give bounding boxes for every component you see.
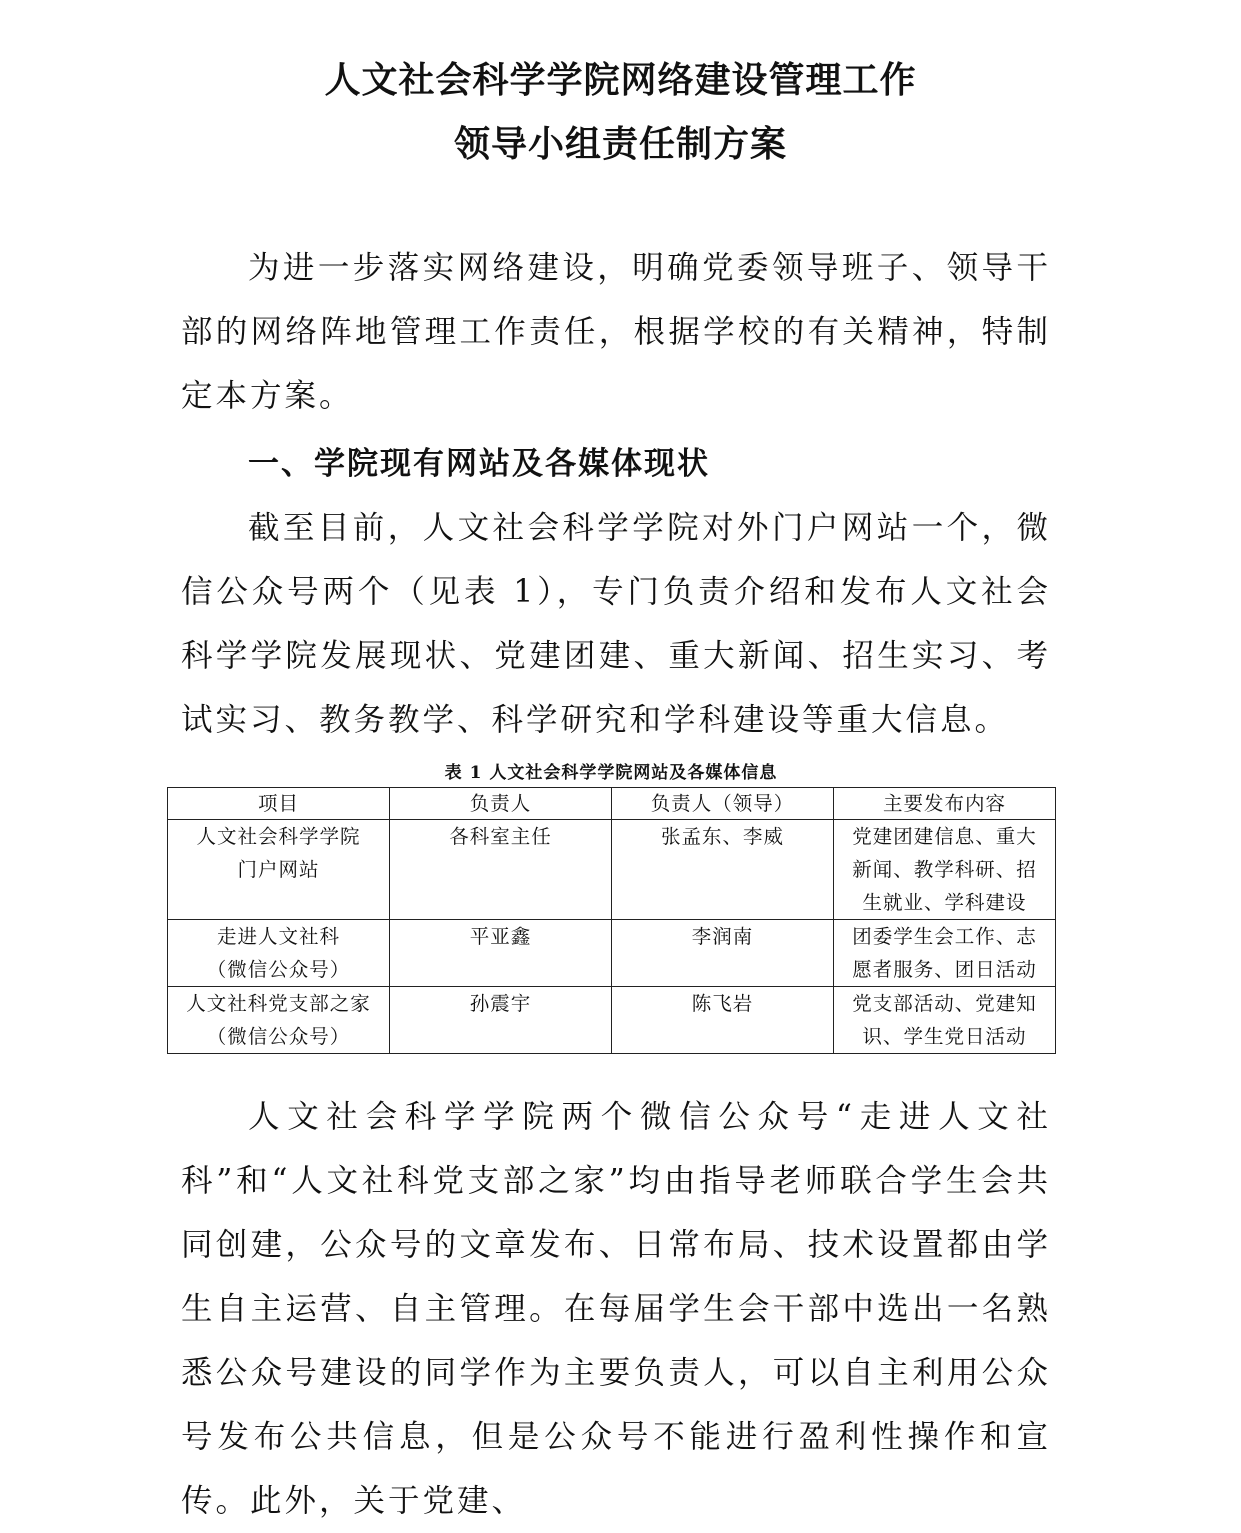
after-table-paragraph: 人文社会科学学院两个微信公众号“走进人文社科”和“人文社科党支部之家”均由指导老师联合学生会共同创建，公众号的文章发布、日常布局、技术设置都由学生自主运营、自主管理。在每届学生会干部中选出一名熟悉公众号建设的同学作为主要负责人，可以自主利用公众号发布公共信息，但是公众号不能进行盈利性操作和宣传。此外，关于党建、	[181, 1099, 1051, 1519]
cell-content: 党建团建信息、重大新闻、教学科研、招生就业、学科建设	[834, 820, 1056, 920]
item-name: 人文社会科学学院	[196, 825, 361, 848]
cell-person: 各科室主任	[390, 820, 612, 920]
column-header-leader: 负责人（领导）	[612, 788, 834, 820]
item-name: 人文社科党支部之家	[186, 992, 371, 1015]
cell-leader: 李润南	[612, 920, 834, 987]
table-caption: 表 1 人文社会科学学院网站及各媒体信息	[444, 763, 778, 783]
item-name: 走进人文社科	[216, 925, 340, 948]
cell-person: 平亚鑫	[390, 920, 612, 987]
cell-item	[168, 920, 390, 987]
section-1-paragraph: 截至目前，人文社会科学学院对外门户网站一个，微信公众号两个（见表 1），专门负责介绍和发布人文社会科学学院发展现状、党建团建、重大新闻、招生实习、考试实习、教务教学、科学研究和学科建设等重大信息。	[181, 510, 1051, 738]
cell-item	[168, 820, 390, 920]
column-header-content: 主要发布内容	[834, 788, 1056, 820]
cell-item	[168, 987, 390, 1054]
intro-paragraph: 为进一步落实网络建设，明确党委领导班子、领导干部的网络阵地管理工作责任，根据学校的有关精神，特制定本方案。	[181, 250, 1051, 414]
cell-leader: 陈飞岩	[612, 987, 834, 1054]
media-info-table	[167, 787, 1056, 1054]
cell-person: 孙震宇	[390, 987, 612, 1054]
item-type: （微信公众号）	[206, 958, 351, 981]
document-title-line-2: 领导小组责任制方案	[453, 124, 787, 165]
cell-content: 团委学生会工作、志愿者服务、团日活动	[834, 920, 1056, 987]
table-row	[168, 820, 1056, 920]
item-type: 门户网站	[237, 858, 320, 881]
section-1-heading: 一、学院现有网站及各媒体现状	[248, 446, 710, 482]
table-row	[168, 987, 1056, 1054]
document-title-line-1: 人文社会科学学院网络建设管理工作	[324, 60, 917, 101]
cell-content: 党支部活动、党建知识、学生党日活动	[834, 987, 1056, 1054]
table-header-row	[168, 788, 1056, 820]
item-type: （微信公众号）	[206, 1025, 351, 1048]
column-header-item: 项目	[168, 788, 390, 820]
table-row	[168, 920, 1056, 987]
column-header-person: 负责人	[390, 788, 612, 820]
cell-leader: 张孟东、李威	[612, 820, 834, 920]
